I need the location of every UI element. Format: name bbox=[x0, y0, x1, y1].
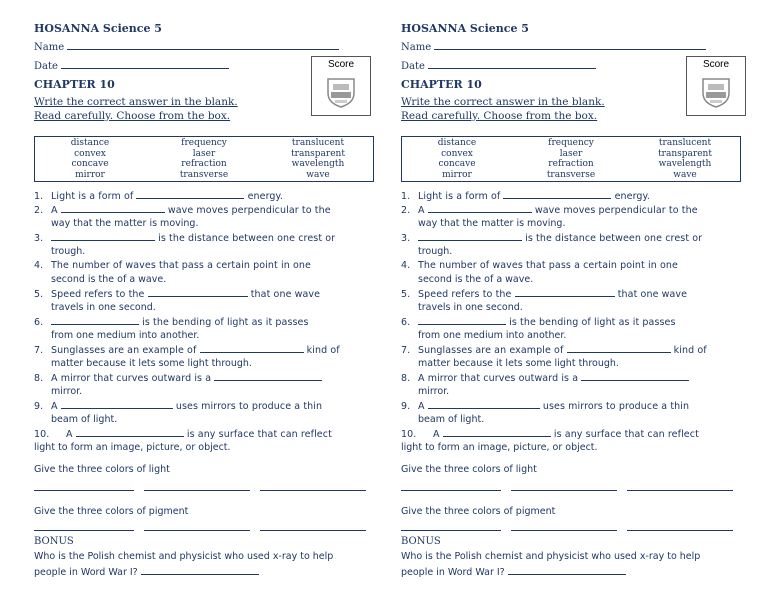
pigment-answer-line-1[interactable] bbox=[34, 530, 134, 531]
question-6-cont: from one medium into another. bbox=[51, 330, 200, 341]
light-answer-line-3[interactable] bbox=[260, 490, 366, 491]
school-crest-icon bbox=[324, 75, 358, 109]
answer-blank[interactable] bbox=[428, 400, 540, 409]
word-bank bbox=[401, 136, 741, 182]
date-label: Date bbox=[34, 61, 58, 72]
word-bank-item: frequency bbox=[548, 138, 594, 148]
word-bank-item: transverse bbox=[179, 169, 229, 180]
word-bank-column-3 bbox=[630, 138, 740, 180]
question-7: 7. Sunglasses are an example of kind of bbox=[34, 345, 340, 356]
bonus-heading: BONUS bbox=[34, 536, 74, 547]
name-field[interactable] bbox=[401, 40, 706, 53]
question-4-cont: second is the of a wave. bbox=[51, 274, 167, 285]
score-label: Score bbox=[327, 59, 355, 70]
question-6: 6. is the bending of light as it passes bbox=[34, 317, 309, 328]
question-2-cont: way that the matter is moving. bbox=[418, 218, 566, 229]
worksheet-right bbox=[401, 18, 741, 588]
question-3: 3. is the distance between one crest or bbox=[34, 233, 336, 244]
pigment-answer-line-1[interactable] bbox=[401, 530, 501, 531]
word-bank-item: laser bbox=[192, 148, 216, 159]
pigment-answer-line-3[interactable] bbox=[260, 530, 366, 531]
question-10-cont: light to form an image, picture, or object. bbox=[34, 442, 231, 453]
date-field[interactable] bbox=[34, 59, 229, 72]
question-8: 8. A mirror that curves outward is a bbox=[34, 372, 322, 384]
word-bank-item: transparent bbox=[658, 148, 712, 159]
answer-blank[interactable] bbox=[503, 190, 611, 199]
worksheet-title: HOSANNA Science 5 bbox=[401, 22, 529, 35]
light-answer-line-1[interactable] bbox=[34, 490, 134, 491]
word-bank-item: laser bbox=[559, 148, 583, 159]
instruction-line-1: Write the correct answer in the blank. bbox=[401, 96, 605, 108]
answer-blank[interactable] bbox=[51, 232, 155, 241]
answer-blank[interactable] bbox=[418, 232, 522, 241]
question-1: 1. Light is a form of energy. bbox=[34, 191, 284, 202]
bonus-answer-blank[interactable] bbox=[141, 566, 259, 575]
word-bank-item: mirror bbox=[75, 169, 105, 180]
name-field[interactable] bbox=[34, 40, 339, 53]
question-8: 8. A mirror that curves outward is a bbox=[401, 372, 689, 384]
question-6-cont: from one medium into another. bbox=[418, 330, 567, 341]
answer-blank[interactable] bbox=[581, 372, 689, 381]
question-4: 4. The number of waves that pass a certain point in one bbox=[401, 260, 678, 271]
colors-of-light-prompt: Give the three colors of light bbox=[34, 464, 170, 475]
word-bank-column-1 bbox=[35, 138, 145, 180]
worksheet-title: HOSANNA Science 5 bbox=[34, 22, 162, 35]
question-9-cont: beam of light. bbox=[418, 414, 485, 425]
word-bank-item: wavelength bbox=[658, 159, 712, 169]
word-bank-item: convex bbox=[74, 148, 106, 159]
pigment-answer-line-2[interactable] bbox=[144, 530, 250, 531]
answer-blank[interactable] bbox=[515, 288, 615, 297]
chapter-heading: CHAPTER 10 bbox=[401, 78, 482, 91]
word-bank bbox=[34, 136, 374, 182]
question-4: 4. The number of waves that pass a certain point in one bbox=[34, 260, 311, 271]
word-bank-item: translucent bbox=[291, 138, 345, 148]
question-3: 3. is the distance between one crest or bbox=[401, 233, 703, 244]
word-bank-item: convex bbox=[441, 148, 473, 159]
bonus-question-line-2: people in Word War I? bbox=[401, 566, 626, 578]
question-9: 9. A uses mirrors to produce a thin bbox=[401, 401, 690, 412]
school-crest-icon bbox=[699, 75, 733, 109]
date-field[interactable] bbox=[401, 59, 596, 72]
question-5: 5. Speed refers to the that one wave bbox=[401, 289, 688, 300]
word-bank-column-3 bbox=[263, 138, 373, 180]
worksheet-left bbox=[34, 18, 374, 588]
score-box bbox=[311, 56, 371, 116]
question-4-cont: second is the of a wave. bbox=[418, 274, 534, 285]
answer-blank[interactable] bbox=[567, 344, 671, 353]
light-answer-line-2[interactable] bbox=[144, 490, 250, 491]
question-3-cont: trough. bbox=[51, 246, 86, 257]
bonus-question-line-1: Who is the Polish chemist and physicist who used x-ray to help bbox=[401, 551, 701, 562]
question-9: 9. A uses mirrors to produce a thin bbox=[34, 401, 323, 412]
colors-of-light-prompt: Give the three colors of light bbox=[401, 464, 537, 475]
answer-blank[interactable] bbox=[418, 316, 506, 325]
question-8-cont: mirror. bbox=[418, 386, 450, 397]
pigment-answer-line-2[interactable] bbox=[511, 530, 617, 531]
answer-blank[interactable] bbox=[200, 344, 304, 353]
word-bank-item: mirror bbox=[442, 169, 472, 180]
question-7-cont: matter because it lets some light through. bbox=[51, 358, 252, 369]
chapter-heading: CHAPTER 10 bbox=[34, 78, 115, 91]
light-answer-line-2[interactable] bbox=[511, 490, 617, 491]
word-bank-column-2 bbox=[516, 138, 626, 180]
answer-blank[interactable] bbox=[136, 190, 244, 199]
question-8-cont: mirror. bbox=[51, 386, 83, 397]
answer-blank[interactable] bbox=[214, 372, 322, 381]
word-bank-item: distance bbox=[437, 138, 477, 148]
answer-blank[interactable] bbox=[61, 400, 173, 409]
question-9-cont: beam of light. bbox=[51, 414, 118, 425]
bonus-question-line-1: Who is the Polish chemist and physicist who used x-ray to help bbox=[34, 551, 334, 562]
light-answer-line-1[interactable] bbox=[401, 490, 501, 491]
answer-blank[interactable] bbox=[148, 288, 248, 297]
word-bank-item: wavelength bbox=[291, 159, 345, 169]
question-5-cont: travels in one second. bbox=[51, 302, 156, 313]
word-bank-item: wave bbox=[306, 169, 330, 180]
question-1: 1. Light is a form of energy. bbox=[401, 191, 651, 202]
colors-of-pigment-prompt: Give the three colors of pigment bbox=[401, 506, 556, 517]
answer-blank[interactable] bbox=[61, 204, 165, 213]
question-10-cont: light to form an image, picture, or object. bbox=[401, 442, 598, 453]
question-2: 2. A wave moves perpendicular to the bbox=[401, 205, 698, 216]
word-bank-item: distance bbox=[70, 138, 110, 148]
word-bank-item: frequency bbox=[181, 138, 227, 148]
answer-blank[interactable] bbox=[76, 428, 184, 437]
word-bank-item: refraction bbox=[548, 159, 594, 169]
word-bank-column-2 bbox=[149, 138, 259, 180]
pigment-answer-line-3[interactable] bbox=[627, 530, 733, 531]
word-bank-item: wave bbox=[673, 169, 697, 180]
question-10: 10. A is any surface that can reflect bbox=[401, 429, 699, 440]
word-bank-item: refraction bbox=[181, 159, 227, 169]
answer-blank[interactable] bbox=[443, 428, 551, 437]
instruction-line-2: Read carefully. Choose from the box. bbox=[401, 110, 598, 122]
answer-blank[interactable] bbox=[428, 204, 532, 213]
instruction-line-2: Read carefully. Choose from the box. bbox=[34, 110, 231, 122]
name-label: Name bbox=[34, 42, 65, 53]
word-bank-column-1 bbox=[402, 138, 512, 180]
word-bank-item: translucent bbox=[658, 138, 712, 148]
name-label: Name bbox=[401, 42, 432, 53]
word-bank-item: concave bbox=[438, 159, 476, 169]
question-7: 7. Sunglasses are an example of kind of bbox=[401, 345, 707, 356]
colors-of-pigment-prompt: Give the three colors of pigment bbox=[34, 506, 189, 517]
question-2: 2. A wave moves perpendicular to the bbox=[34, 205, 331, 216]
word-bank-item: concave bbox=[71, 159, 109, 169]
score-label: Score bbox=[702, 59, 730, 70]
answer-blank[interactable] bbox=[51, 316, 139, 325]
question-6: 6. is the bending of light as it passes bbox=[401, 317, 676, 328]
word-bank-item: transparent bbox=[291, 148, 345, 159]
score-box bbox=[686, 56, 746, 116]
bonus-question-line-2: people in Word War I? bbox=[34, 566, 259, 578]
question-2-cont: way that the matter is moving. bbox=[51, 218, 199, 229]
question-7-cont: matter because it lets some light through. bbox=[418, 358, 619, 369]
date-label: Date bbox=[401, 61, 425, 72]
question-5-cont: travels in one second. bbox=[418, 302, 523, 313]
question-3-cont: trough. bbox=[418, 246, 453, 257]
question-10: 10. A is any surface that can reflect bbox=[34, 429, 332, 440]
light-answer-line-3[interactable] bbox=[627, 490, 733, 491]
bonus-answer-blank[interactable] bbox=[508, 566, 626, 575]
instruction-line-1: Write the correct answer in the blank. bbox=[34, 96, 238, 108]
word-bank-item: transverse bbox=[546, 169, 596, 180]
question-5: 5. Speed refers to the that one wave bbox=[34, 289, 321, 300]
bonus-heading: BONUS bbox=[401, 536, 441, 547]
